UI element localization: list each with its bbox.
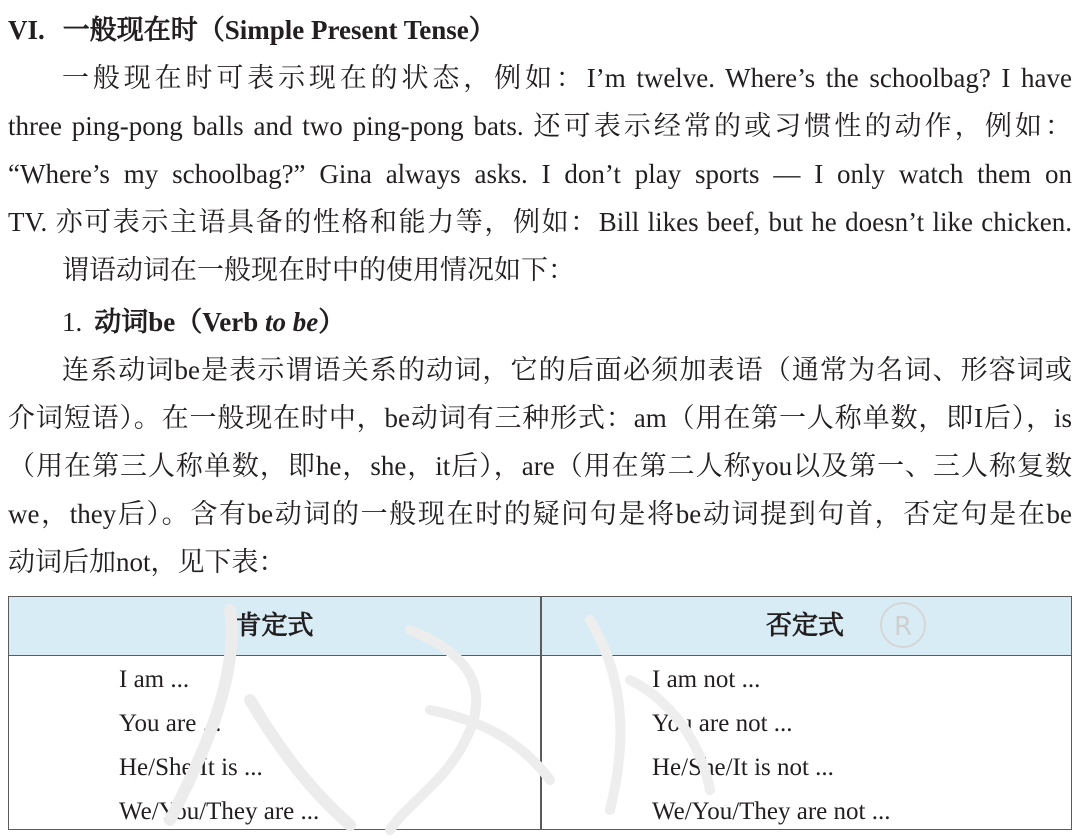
paragraph-line: TV. 亦可表示主语具备的性格和能力等，例如：Bill likes beef, but he doesn’t like chicken. bbox=[8, 207, 1072, 237]
paragraph-line: 动词后加not，见下表： bbox=[8, 547, 286, 577]
paragraph-line: “Where’s my schoolbag?” Gina always asks. I don’t play sports — I only watch them on bbox=[8, 159, 1072, 189]
section-number: VI. bbox=[8, 15, 45, 45]
table-cell-affirmative: He/She/It is ... bbox=[119, 754, 263, 781]
header-affirmative: 肯定式 bbox=[235, 611, 314, 640]
subsection-number: 1. bbox=[62, 307, 83, 337]
table-cell-negative: You are not ... bbox=[652, 710, 793, 737]
table-cell-affirmative: I am ... bbox=[119, 666, 190, 693]
section-title: 一般现在时（Simple Present Tense） bbox=[62, 15, 496, 45]
paragraph-line: we，they后）。含有be动词的一般现在时的疑问句是将be动词提到句首，否定句是在be bbox=[8, 499, 1072, 529]
paragraph-line: three ping-pong balls and two ping-pong bats. 还可表示经常的或习惯性的动作，例如： bbox=[8, 111, 1072, 141]
registered-trademark-icon: R bbox=[880, 602, 926, 648]
paragraph-line: 连系动词be是表示谓语关系的动词，它的后面必须加表语（通常为名词、形容词或 bbox=[62, 355, 1072, 385]
paragraph-line: （用在第三人称单数，即he，she，it后），are（用在第二人称you以及第一、三人称复数 bbox=[8, 451, 1072, 481]
subsection-title-prefix: 动词be（Verb bbox=[94, 307, 266, 337]
paragraph-line: 一般现在时可表示现在的状态，例如：I’m twelve. Where’s the schoolbag? I have bbox=[62, 63, 1072, 93]
header-negative: 否定式 bbox=[765, 611, 844, 640]
table-cell-negative: He/She/It is not ... bbox=[652, 754, 834, 781]
section-heading bbox=[8, 14, 496, 46]
column-divider bbox=[540, 597, 542, 829]
paragraph-line: 谓语动词在一般现在时中的使用情况如下： bbox=[62, 255, 575, 285]
table-cell-affirmative: We/You/They are ... bbox=[119, 798, 320, 825]
subsection-heading bbox=[62, 306, 345, 338]
table-cell-negative: I am not ... bbox=[652, 666, 761, 693]
paragraph-line: 介词短语）。在一般现在时中，be动词有三种形式：am（用在第一人称单数，即I后），is bbox=[8, 403, 1072, 433]
subsection-title-italic: to be bbox=[265, 307, 319, 337]
table-cell-negative: We/You/They are not ... bbox=[652, 798, 891, 825]
subsection-title-suffix: ） bbox=[318, 307, 346, 337]
table-cell-affirmative: You are ... bbox=[119, 710, 222, 737]
